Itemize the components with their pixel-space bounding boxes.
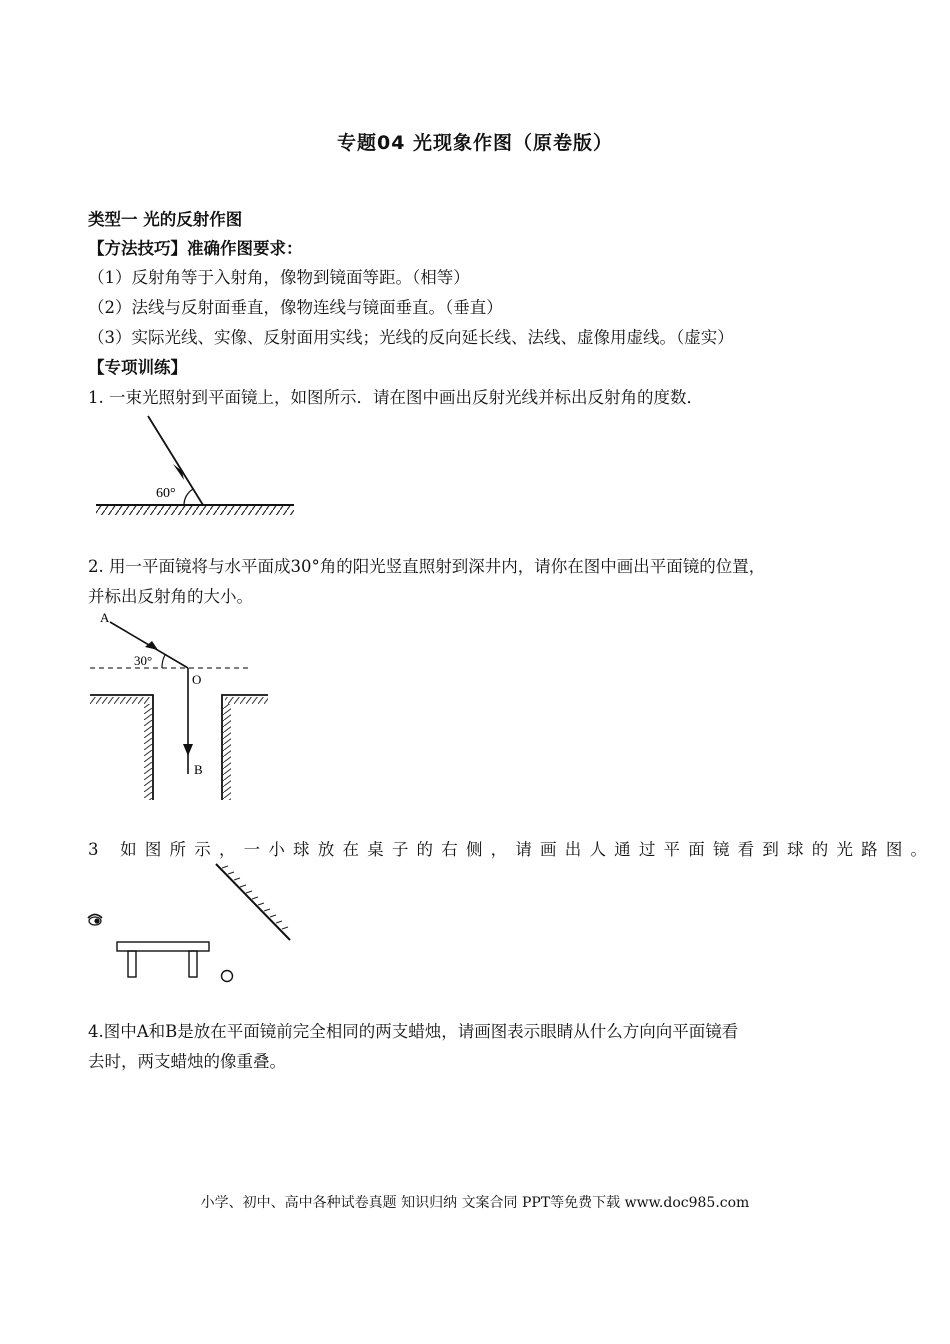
question-3-text: 3 如图所示，一小球放在桌子的右侧，请画出人通过平面镜看到球的光路图。 (88, 840, 936, 859)
label-a: A (100, 610, 110, 625)
table (117, 942, 209, 977)
page-title: 专题04 光现象作图（原卷版） (336, 132, 614, 154)
rule-3: （3）实际光线、实像、反射面用实线；光线的反向延长线、法线、虚像用虚线。（虚实） (88, 328, 734, 347)
ball (222, 971, 233, 982)
training-heading: 【专项训练】 (88, 358, 187, 377)
question-4-text-line2: 去时，两支蜡烛的像重叠。 (88, 1052, 286, 1071)
eye-icon (88, 915, 102, 926)
label-b: B (194, 762, 203, 777)
rule-2: （2）法线与反射面垂直，像物连线与镜面垂直。（垂直） (88, 298, 503, 317)
plane-mirror-hatching (222, 866, 288, 929)
label-o: O (192, 672, 202, 687)
footer: 小学、初中、高中各种试卷真题 知识归纳 文案合同 PPT等免费下载 www.doc985.com (200, 1195, 750, 1211)
question-2-text-line1: 2. 用一平面镜将与水平面成30°角的阳光竖直照射到深井内，请你在图中画出平面镜的位置， (88, 557, 766, 576)
rule-1: （1）反射角等于入射角，像物到镜面等距。（相等） (88, 268, 470, 287)
question-4-text-line1: 4.图中A和B是放在平面镜前完全相同的两支蜡烛，请画图表示眼睛从什么方向向平面镜看 (88, 1022, 739, 1041)
method-heading: 【方法技巧】准确作图要求： (88, 239, 303, 258)
angle-label-30: 30° (134, 653, 153, 668)
question-2-text-line2: 并标出反射角的大小。 (88, 587, 253, 606)
plane-mirror (216, 864, 290, 940)
angle-label-60: 60° (156, 486, 176, 501)
question-1-text: 1. 一束光照射到平面镜上，如图所示．请在图中画出反射光线并标出反射角的度数． (88, 388, 703, 407)
section-heading: 类型一 光的反射作图 (88, 210, 243, 229)
